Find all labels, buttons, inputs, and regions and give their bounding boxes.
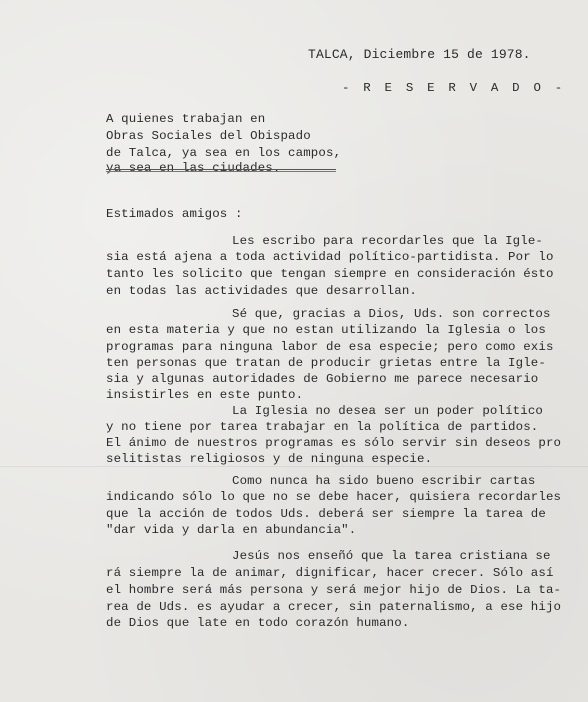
- body-line: sia y algunas autoridades de Gobierno me parece necesario: [106, 372, 539, 386]
- paper-fold: [0, 466, 588, 467]
- body-line: que la acción de todos Uds. deberá ser siempre la tarea de: [106, 507, 546, 521]
- classification-label: - R E S E R V A D O -: [342, 81, 566, 95]
- recipient-line: A quienes trabajan en: [106, 112, 266, 126]
- body-line: ten personas que tratan de producir grietas entre la Igle-: [106, 356, 546, 370]
- recipient-underline: [106, 169, 336, 170]
- body-line: programas para ninguna labor de esa especie; pero como exis: [106, 340, 554, 354]
- salutation: Estimados amigos :: [106, 207, 243, 221]
- recipient-line: Obras Sociales del Obispado: [106, 129, 311, 143]
- body-line: y no tiene por tarea trabajar en la política de partidos.: [106, 420, 539, 434]
- recipient-line: de Talca, ya sea en los campos,: [106, 146, 342, 160]
- body-line: tanto les solicito que tengan siempre en consideración ésto: [106, 267, 554, 281]
- body-line: sia está ajena a toda actividad político-partidista. Por lo: [106, 250, 554, 264]
- body-line: rea de Uds. es ayudar a crecer, sin paternalismo, a ese hijo: [106, 600, 562, 614]
- body-line: Jesús nos enseñó que la tarea cristiana se: [232, 549, 551, 563]
- body-line: en esta materia y que no estan utilizando la Iglesia o los: [106, 323, 546, 337]
- body-line: indicando sólo lo que no se debe hacer, quisiera recordarles: [106, 490, 562, 504]
- body-line: Como nunca ha sido bueno escribir cartas: [232, 474, 536, 488]
- body-line: "dar vida y darla en abundancia".: [106, 523, 357, 537]
- body-line: El ánimo de nuestros programas es sólo servir sin deseos pro: [106, 436, 562, 450]
- body-line: en todas las actividades que desarrollan.: [106, 284, 418, 298]
- body-line: Sé que, gracias a Dios, Uds. son correctos: [232, 307, 551, 321]
- body-line: La Iglesia no desea ser un poder político: [232, 404, 544, 418]
- body-line: selitistas religiosos y de ninguna especie.: [106, 452, 433, 466]
- body-line: insistirles en este punto.: [106, 388, 304, 402]
- body-line: de Dios que late en todo corazón humano.: [106, 616, 410, 630]
- recipient-line: ya sea en las ciudades.: [106, 161, 281, 175]
- body-line: rá siempre la de animar, dignificar, hacer crecer. Sólo así: [106, 566, 554, 580]
- body-line: Les escribo para recordarles que la Igle-: [232, 234, 544, 248]
- recipient-underline-double: [106, 171, 336, 172]
- body-line: el hombre será más persona y será mejor hijo de Dios. La ta-: [106, 583, 562, 597]
- letter-date: TALCA, Diciembre 15 de 1978.: [308, 47, 531, 62]
